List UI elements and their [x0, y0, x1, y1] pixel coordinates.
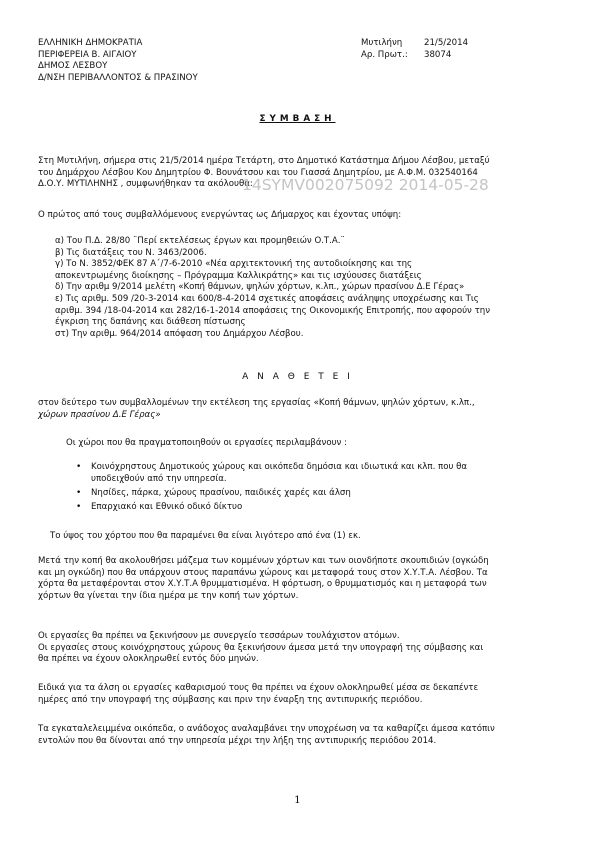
height-rule: Το ύψος του χόρτου που θα παραμένει θα είναι λιγότερο από ένα (1) εκ.: [50, 531, 361, 541]
paragraph-line: χόρτα θα μεταφέρονται στον Χ.Υ.Τ.Α θρυμματισμένα. Η φόρτωση, ο θρυμματισμός και η μεταφορά των: [38, 579, 487, 590]
document-title: ΣΥΜΒΑΣΗ: [259, 114, 336, 124]
second-party-line: στον δεύτερο των συμβαλλομένων την εκτέλεση της εργασίας «Κοπή θάμνων, ψηλών χόρτων, κ.λπ.,: [38, 398, 475, 408]
bullet-icon: •: [76, 501, 82, 512]
assigns-heading: Α Ν Α Θ Ε Τ Ε Ι: [242, 372, 353, 382]
protocol-number: 38074: [424, 49, 452, 60]
consideration-item: στ) Την αριθμ. 964/2014 απόφαση του Δημάρχου Λέσβου.: [55, 328, 304, 339]
registry-watermark: 14SYMV002075092 2014-05-28: [242, 176, 489, 194]
paragraph-line: Ειδικά για τα άλση οι εργασίες καθαρισμού τους θα πρέπει να έχουν ολοκληρωθεί μέσα σε δεκαπέντε: [38, 683, 479, 693]
areas-intro: Οι χώροι που θα πραγματοποιηθούν οι εργασίες περιλαμβάνουν :: [66, 438, 347, 448]
paragraph-line: χόρτων θα γίνεται την ίδια ημέρα με την κοπή των χόρτων.: [38, 590, 299, 601]
paragraph-line: και μη ογκώδη) που θα υπάρχουν στους παραπάνω χώρους και μεταφορά τους στον Χ.Υ.Τ.Α. Λέσβου. Τα: [38, 567, 488, 578]
paragraph-line: Μετά την κοπή θα ακολουθήσει μάζεμα των κομμένων χόρτων και των οιονδήποτε σκουπιδιών (ογκώδη: [38, 556, 489, 566]
considerations-list: [55, 236, 490, 340]
second-party-paragraph: [38, 398, 475, 421]
crew-paragraph: [38, 631, 483, 666]
issuer-block: [38, 38, 198, 84]
consideration-item: α) Του Π.Δ. 28/80 ¨Περί εκτελέσεως έργων και προμηθειών Ο.Τ.Α.¨: [55, 236, 345, 246]
consideration-item: ε) Τις αριθμ. 509 /20-3-2014 και 600/8-4-2014 σχετικές αποφάσεις ανάληψης υποχρέωσης και Τις: [55, 293, 479, 304]
consideration-item: β) Τις διατάξεις του Ν. 3463/2006.: [55, 247, 207, 258]
paragraph-line: Οι εργασίες στους κοινόχρηστους χώρους θα ξεκινήσουν άμεσα μετά την υπογραφή της σύμβασης και: [38, 642, 484, 653]
consideration-item: έγκριση της δαπάνης και διάθεση πίστωσης: [55, 317, 246, 328]
collection-paragraph: [38, 556, 489, 602]
consideration-item: αποκεντρωμένης διοίκησης – Πρόγραμμα Καλλικράτης» και τις ισχύουσες διατάξεις: [55, 270, 422, 281]
consideration-item: αριθμ. 394 /18-04-2014 και 282/16-1-2014 αποφάσεις της Οικονομικής Επιτροπής, που αφορούν την: [55, 305, 491, 316]
date-protocol-block: [361, 38, 468, 61]
paragraph-line: Οι εργασίες θα πρέπει να ξεκινήσουν με συνεργείο τεσσάρων τουλάχιστον ατόμων.: [38, 631, 400, 641]
bullet-icon: •: [76, 462, 82, 472]
paragraph-line: Τα εγκαταλελειμμένα οικόπεδα, ο ανάδοχος αναλαμβάνει την υποχρέωση να τα καθαρίζει άμεσα κατόπιν: [38, 724, 495, 734]
groves-paragraph: [38, 683, 478, 706]
second-party-line: χώρων πρασίνου Δ.Ε Γέρας»: [38, 409, 161, 420]
protocol-label: Αρ. Πρωτ.:: [361, 49, 408, 60]
issuer-line: Δ/ΝΣΗ ΠΕΡΙΒΑΛΛΟΝΤΟΣ & ΠΡΑΣΙΝΟΥ: [38, 72, 198, 83]
area-text: υποδειχθούν από την υπηρεσία.: [91, 473, 227, 484]
page-number: 1: [294, 794, 301, 806]
consideration-item: δ) Την αριθμ 9/2014 μελέτη «Κοπή θάμνων, ψηλών χόρτων, κ.λπ., χώρων πρασίνου Δ.Ε Γέρας»: [55, 282, 465, 293]
place-label: Μυτιλήνη: [361, 38, 403, 48]
intro-line: Δ.Ο.Υ. ΜΥΤΙΛΗΝΗΣ , συμφωνήθηκαν τα ακόλουθα:: [38, 179, 253, 190]
document-date: 21/5/2014: [424, 38, 469, 48]
area-text: Επαρχιακό και Εθνικό οδικό δίκτυο: [91, 501, 243, 512]
issuer-line: ΠΕΡΙΦΕΡΕΙΑ Β. ΑΙΓΑΙΟΥ: [38, 49, 137, 60]
issuer-line: ΔΗΜΟΣ ΛΕΣΒΟΥ: [38, 61, 108, 71]
intro-line: του Δημάρχου Λέσβου Κου Δημητρίου Φ. Βουνάτσου και του Γιασσά Δημητρίου, με Α.Φ.Μ. 032540164: [38, 167, 478, 178]
paragraph-line: θα πρέπει να έχουν ολοκληρωθεί εντός δύο μηνών.: [38, 654, 259, 665]
consideration-item: γ) Το Ν. 3852/ΦΕΚ 87 Α΄/7-6-2010 «Νέα αρχιτεκτονική της αυτοδιοίκησης και της: [55, 259, 413, 270]
bullet-icon: •: [76, 487, 82, 498]
paragraph-line: εντολών που θα δίνονται από την υπηρεσία μέχρι την λήξη της αντιπυρικής περιόδου 2014.: [38, 735, 437, 746]
area-text: Νησίδες, πάρκα, χώρους πρασίνου, παιδικές χαρές και άλση: [91, 487, 351, 498]
paragraph-line: ημέρες από την υπογραφή της σύμβασης και πριν την έναρξη της αντιπυρικής περιόδου.: [38, 694, 423, 705]
plots-paragraph: [38, 724, 495, 747]
intro-line: Στη Μυτιλήνη, σήμερα στις 21/5/2014 ημέρα Τετάρτη, στο Δημοτικό Κατάστημα Δήμου Λέσβου, μεταξύ: [38, 156, 490, 166]
first-party-paragraph: Ο πρώτος από τους συμβαλλόμενους ενεργώντας ως Δήμαρχος και έχοντας υπόψη:: [38, 210, 402, 220]
issuer-line: ΕΛΛΗΝΙΚΗ ΔΗΜΟΚΡΑΤΙΑ: [38, 38, 143, 48]
area-text: Κοινόχρηστους Δημοτικούς χώρους και οικόπεδα δημόσια και ιδιωτικά και κλπ. που θα: [91, 462, 468, 472]
